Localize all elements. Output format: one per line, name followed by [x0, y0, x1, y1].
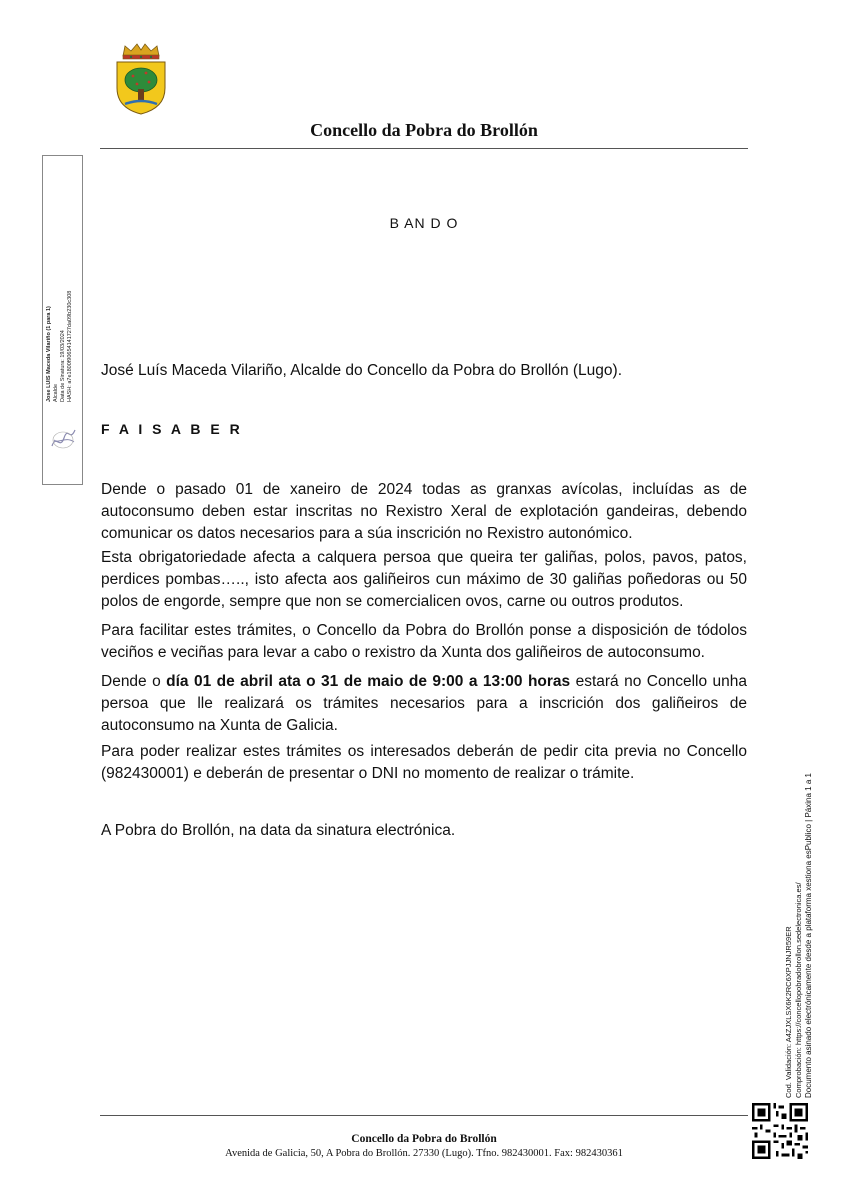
paragraph-5: Para poder realizar estes trámites os interesados deberán de pedir cita previa no Concello (982430001) e deberán de presentar o DNI no momento de realizar o trámite. — [101, 743, 747, 782]
paragraph-2: Esta obrigatoriedade afecta a calquera persoa que queira ter galiñas, polos, pavos, patos, perdices pombas….., isto afecta aos galiñeiros cun máximo de 30 galiñas poñedoras ou 50 polos de engorde, sempre que non se comercialicen ovos, carne ou outros produtos. — [101, 549, 747, 610]
paragraph-4 — [101, 671, 747, 737]
footer-title: Concello da Pobra do Brollón — [351, 1133, 497, 1145]
paragraph-4-start: Dende o — [101, 673, 167, 690]
signature-details — [46, 102, 74, 402]
header-title: Concello da Pobra do Brollón — [310, 120, 538, 140]
signature-signer: Jose LUIS Maceda Vilariño (1 para 1) — [46, 306, 52, 402]
closing-line: A Pobra do Brollón, na data da sinatura electrónica. — [101, 822, 456, 839]
signature-role: Alcalde — [53, 383, 59, 402]
validation-block — [784, 882, 804, 1098]
footer-address: Avenida de Galicia, 50, A Pobra do Brollón. 27330 (Lugo). Tfno. 982430001. Fax: 982430361 — [225, 1148, 623, 1159]
footer-divider — [100, 1115, 748, 1116]
validation-code: Cod. Validación: A4ZJXLSX6K2RC6XPJJNJR59ER — [784, 926, 793, 1098]
paragraph-1: Dende o pasado 01 de xaneiro de 2024 todas as granxas avícolas, incluídas as de autoconsumo deben estar inscritas no Rexistro Xeral de explotación gandeiras, debendo comunicar os datos necesarios para a súa inscrición no Rexistro autonómico. — [101, 481, 747, 542]
paragraph-4-bold: día 01 de abril ata o 31 de maio de 9:00 a 13:00 horas — [166, 673, 571, 690]
intro-paragraph: José Luís Maceda Vilariño, Alcalde do Concello da Pobra do Brollón (Lugo). — [101, 362, 623, 379]
paragraph-3: Para facilitar estes trámites, o Concello da Pobra do Brollón ponse a disposición de tódolos veciños e veciñas para levar a cabo o rexistro da Xunta dos galiñeiros de autoconsumo. — [101, 622, 747, 661]
paragraph-4-end: estará no Concello unha persoa que lle realizará os trámites necesarios para a inscrición dos galiñeiros de autoconsumo na Xunta de Galicia. — [101, 673, 747, 734]
handwritten-signature-icon — [48, 424, 80, 454]
validation-platform: Documento asinado electrónicamente desde a plataforma xestiona esPublico | Páxina 1 a 1 — [804, 773, 813, 1098]
qr-code-icon — [752, 1103, 808, 1159]
header-divider — [100, 148, 748, 149]
document-title: B AN D O — [389, 215, 459, 231]
fai-saber-heading: F A I S A B E R — [101, 421, 243, 437]
signature-date: Data de Sinatura: 19/03/2024 — [60, 330, 66, 402]
signature-hash: HASH: a7e1800f90654141727da09b230c308 — [67, 290, 73, 402]
coat-of-arms-icon — [111, 42, 171, 116]
validation-url: Comprobación: https://concellopobradobrollon.sedelectronica.es/ — [794, 882, 803, 1098]
